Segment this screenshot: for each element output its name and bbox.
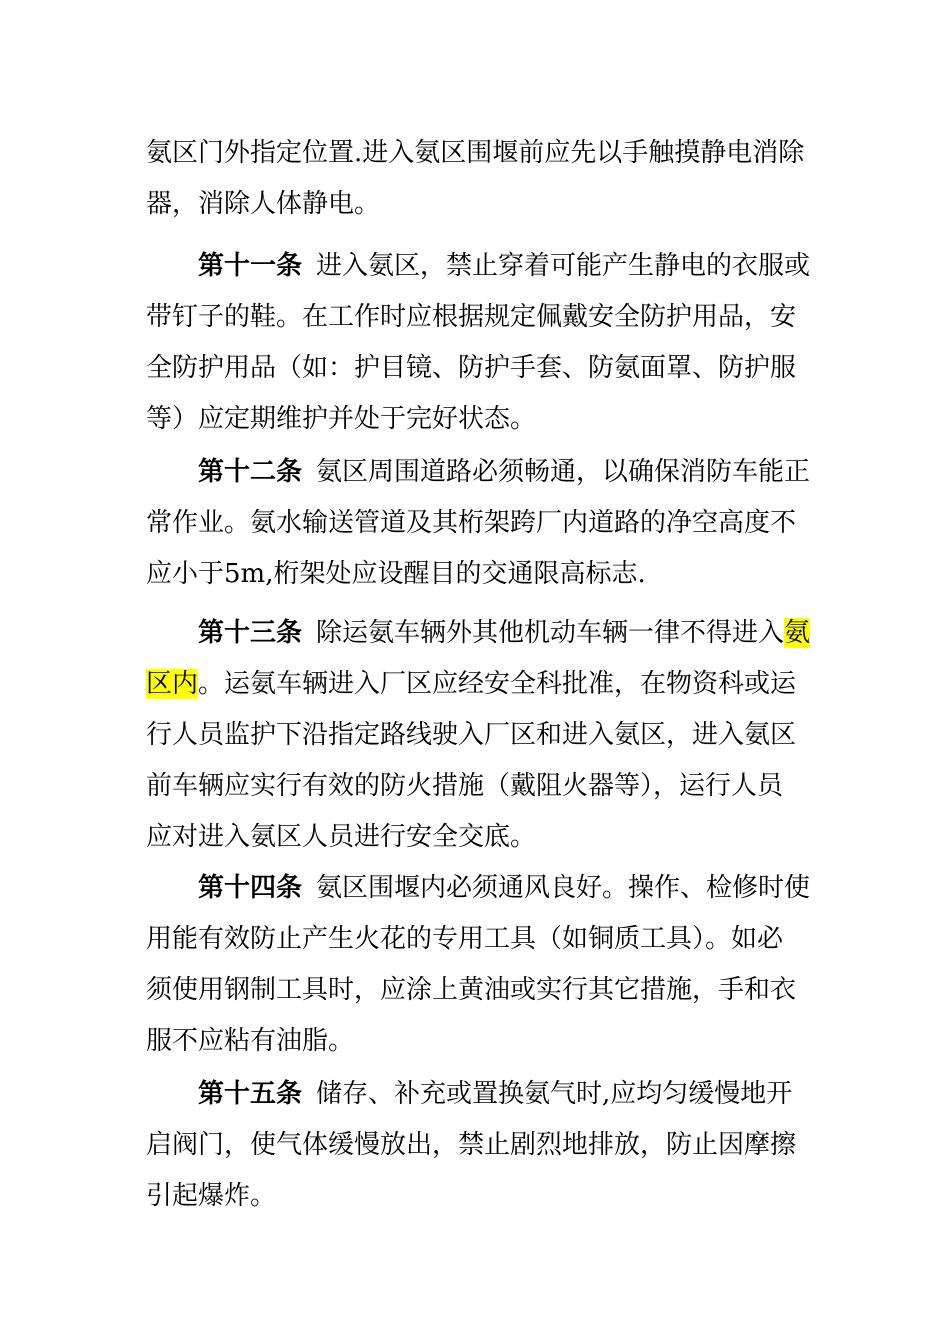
text-line: 带钉子的鞋。在工作时应根据规定佩戴安全防护用品，安 (146, 302, 797, 332)
text-line: 须使用钢制工具时，应涂上黄油或实行其它措施，手和衣 (146, 975, 797, 1005)
article-first-line (146, 447, 811, 498)
article-first-line (146, 608, 811, 659)
text-line: 启阀门，使气体缓慢放出，禁止剧烈地排放，防止因摩擦 (146, 1130, 797, 1160)
text-line: 应对进入氨区人员进行安全交底。 (146, 822, 537, 852)
article-15-paragraph (146, 1069, 806, 1222)
text-line: 常作业。氨水输送管道及其桁架跨厂内道路的净空高度不 (146, 508, 797, 538)
article-number: 第十一条 (198, 251, 303, 281)
article-11-paragraph (146, 241, 811, 445)
article-13-paragraph (146, 608, 811, 863)
article-number: 第十四条 (198, 873, 303, 903)
article-number: 第十二条 (198, 457, 303, 487)
text-line: 用能有效防止产生火花的专用工具（如铜质工具）。如必 (146, 924, 784, 954)
article-12-paragraph (146, 447, 811, 600)
article-second-line (146, 659, 806, 710)
text-line: 器，消除人体静电。 (146, 189, 381, 219)
highlighted-text: 区内 (146, 669, 199, 699)
text-line: 氨区周围道路必须畅通，以确保消防车能正 (316, 457, 811, 487)
article-number: 第十五条 (198, 1079, 303, 1109)
text-line: 前车辆应实行有效的防火措施（戴阻火器等），运行人员 (146, 771, 784, 801)
text-line: 服不应粘有油脂。 (146, 1026, 355, 1056)
article-first-line (146, 241, 811, 292)
highlighted-text: 氨 (784, 618, 811, 648)
text-line: 。运氨车辆进入厂区应经安全科批准，在物资科或运 (198, 669, 797, 699)
text-line: 氨区门外指定位置.进入氨区围堰前应先以手触摸静电消除 (146, 138, 805, 168)
article-number: 第十三条 (198, 618, 303, 648)
article-first-line (146, 1069, 806, 1120)
text-line: 氨区围堰内必须通风良好。操作、检修时使 (316, 873, 811, 903)
paragraph-continuation (146, 128, 806, 230)
text-line: 行人员监护下沿指定路线驶入厂区和进入氨区，进入氨区 (146, 720, 797, 750)
text-line: 引起爆炸。 (146, 1181, 277, 1211)
text-line: 除运氨车辆外其他机动车辆一律不得进入 (316, 618, 785, 648)
article-14-paragraph (146, 863, 811, 1067)
text-line: 全防护用品（如：护目镜、防护手套、防氨面罩、防护服 (146, 353, 797, 383)
text-line: 储存、补充或置换氨气时,应均匀缓慢地开 (316, 1079, 793, 1109)
text-line: 等）应定期维护并处于完好状态。 (146, 404, 537, 434)
article-first-line (146, 863, 811, 914)
text-line: 应小于5m,桁架处应设醒目的交通限高标志. (146, 559, 646, 589)
text-line: 进入氨区，禁止穿着可能产生静电的衣服或 (316, 251, 811, 281)
